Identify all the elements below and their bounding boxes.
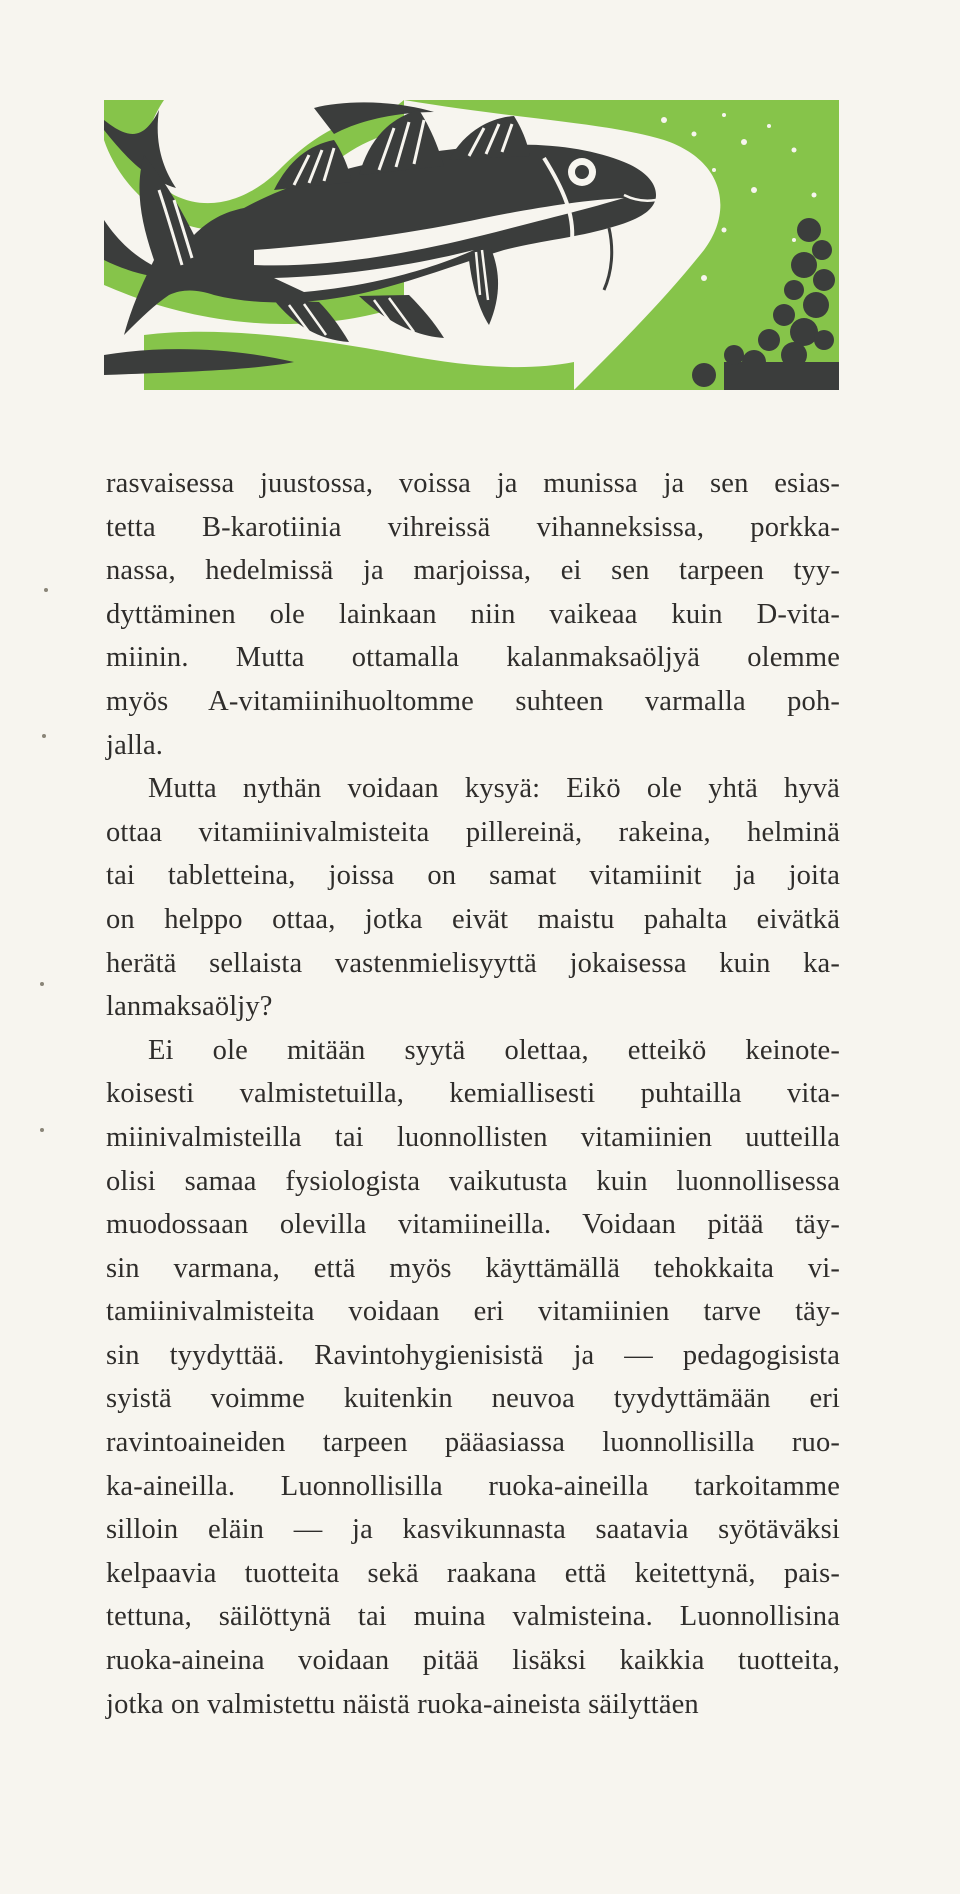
text-line: koisesti valmistetuilla, kemiallisesti puhtailla vita- bbox=[106, 1078, 840, 1110]
paragraph bbox=[106, 767, 840, 1029]
margin-speck bbox=[42, 734, 46, 738]
text-line: lanmaksaöljy? bbox=[106, 991, 273, 1023]
text-line: jalla. bbox=[106, 729, 164, 761]
paragraph bbox=[106, 1029, 840, 1727]
text-line: silloin eläin — ja kasvikunnasta saatavia syötäväksi bbox=[106, 1514, 840, 1546]
text-line: miinin. Mutta ottamalla kalanmaksaöljyä olemme bbox=[106, 642, 840, 674]
text-line: ravintoaineiden tarpeen pääasiassa luonnollisilla ruo- bbox=[106, 1427, 840, 1459]
text-line: myös A-vitamiinihuoltomme suhteen varmalla poh- bbox=[106, 685, 840, 717]
text-line: on helppo ottaa, jotka eivät maistu pahalta eivätkä bbox=[106, 903, 840, 935]
body-text bbox=[106, 462, 840, 1726]
text-line: Mutta nythän voidaan kysyä: Eikö ole yhtä hyvä bbox=[148, 773, 840, 805]
text-line: miinivalmisteilla tai luonnollisten vitamiinien uutteilla bbox=[106, 1121, 840, 1153]
text-line: ottaa vitamiinivalmisteita pillereinä, rakeina, helminä bbox=[106, 816, 840, 848]
text-line: tettuna, säilöttynä tai muina valmisteina. Luonnollisina bbox=[106, 1601, 840, 1633]
text-line: tai tabletteina, joissa on samat vitamiinit ja joita bbox=[106, 860, 840, 892]
text-line: sin varmana, että myös käyttämällä tehokkaita vi- bbox=[106, 1252, 840, 1284]
text-line: sin tyydyttää. Ravintohygienisistä ja — pedagogisista bbox=[106, 1339, 840, 1371]
text-line: jotka on valmistettu näistä ruoka-aineista säilyttäen bbox=[106, 1688, 699, 1720]
text-line: Ei ole mitään syytä olettaa, etteikö keinote- bbox=[148, 1034, 840, 1066]
text-line: muodossaan olevilla vitamiineilla. Voidaan pitää täy- bbox=[106, 1209, 840, 1241]
margin-speck bbox=[40, 1128, 44, 1132]
cod-fish-icon bbox=[104, 100, 839, 390]
margin-speck bbox=[44, 588, 48, 592]
text-line: herätä sellaista vastenmielisyyttä jokaisessa kuin ka- bbox=[106, 947, 840, 979]
text-line: ruoka-aineina voidaan pitää lisäksi kaikkia tuotteita, bbox=[106, 1645, 840, 1677]
text-line: tamiinivalmisteita voidaan eri vitamiinien tarve täy- bbox=[106, 1296, 840, 1328]
text-line: dyttäminen ole lainkaan niin vaikeaa kuin D-vita- bbox=[106, 598, 840, 630]
margin-speck bbox=[40, 982, 44, 986]
text-line: kelpaavia tuotteita sekä raakana että keitettynä, pais- bbox=[106, 1557, 840, 1589]
text-line: ka-aineilla. Luonnollisilla ruoka-aineilla tarkoitamme bbox=[106, 1470, 840, 1502]
text-line: olisi samaa fysiologista vaikutusta kuin luonnollisessa bbox=[106, 1165, 840, 1197]
text-line: syistä voimme kuitenkin neuvoa tyydyttämään eri bbox=[106, 1383, 840, 1415]
paragraph bbox=[106, 462, 840, 767]
text-line: rasvaisessa juustossa, voissa ja munissa ja sen esias- bbox=[106, 468, 840, 499]
text-line: nassa, hedelmissä ja marjoissa, ei sen tarpeen tyy- bbox=[106, 555, 840, 587]
text-line: tetta B-karotiinia vihreissä vihanneksissa, porkka- bbox=[106, 511, 840, 543]
